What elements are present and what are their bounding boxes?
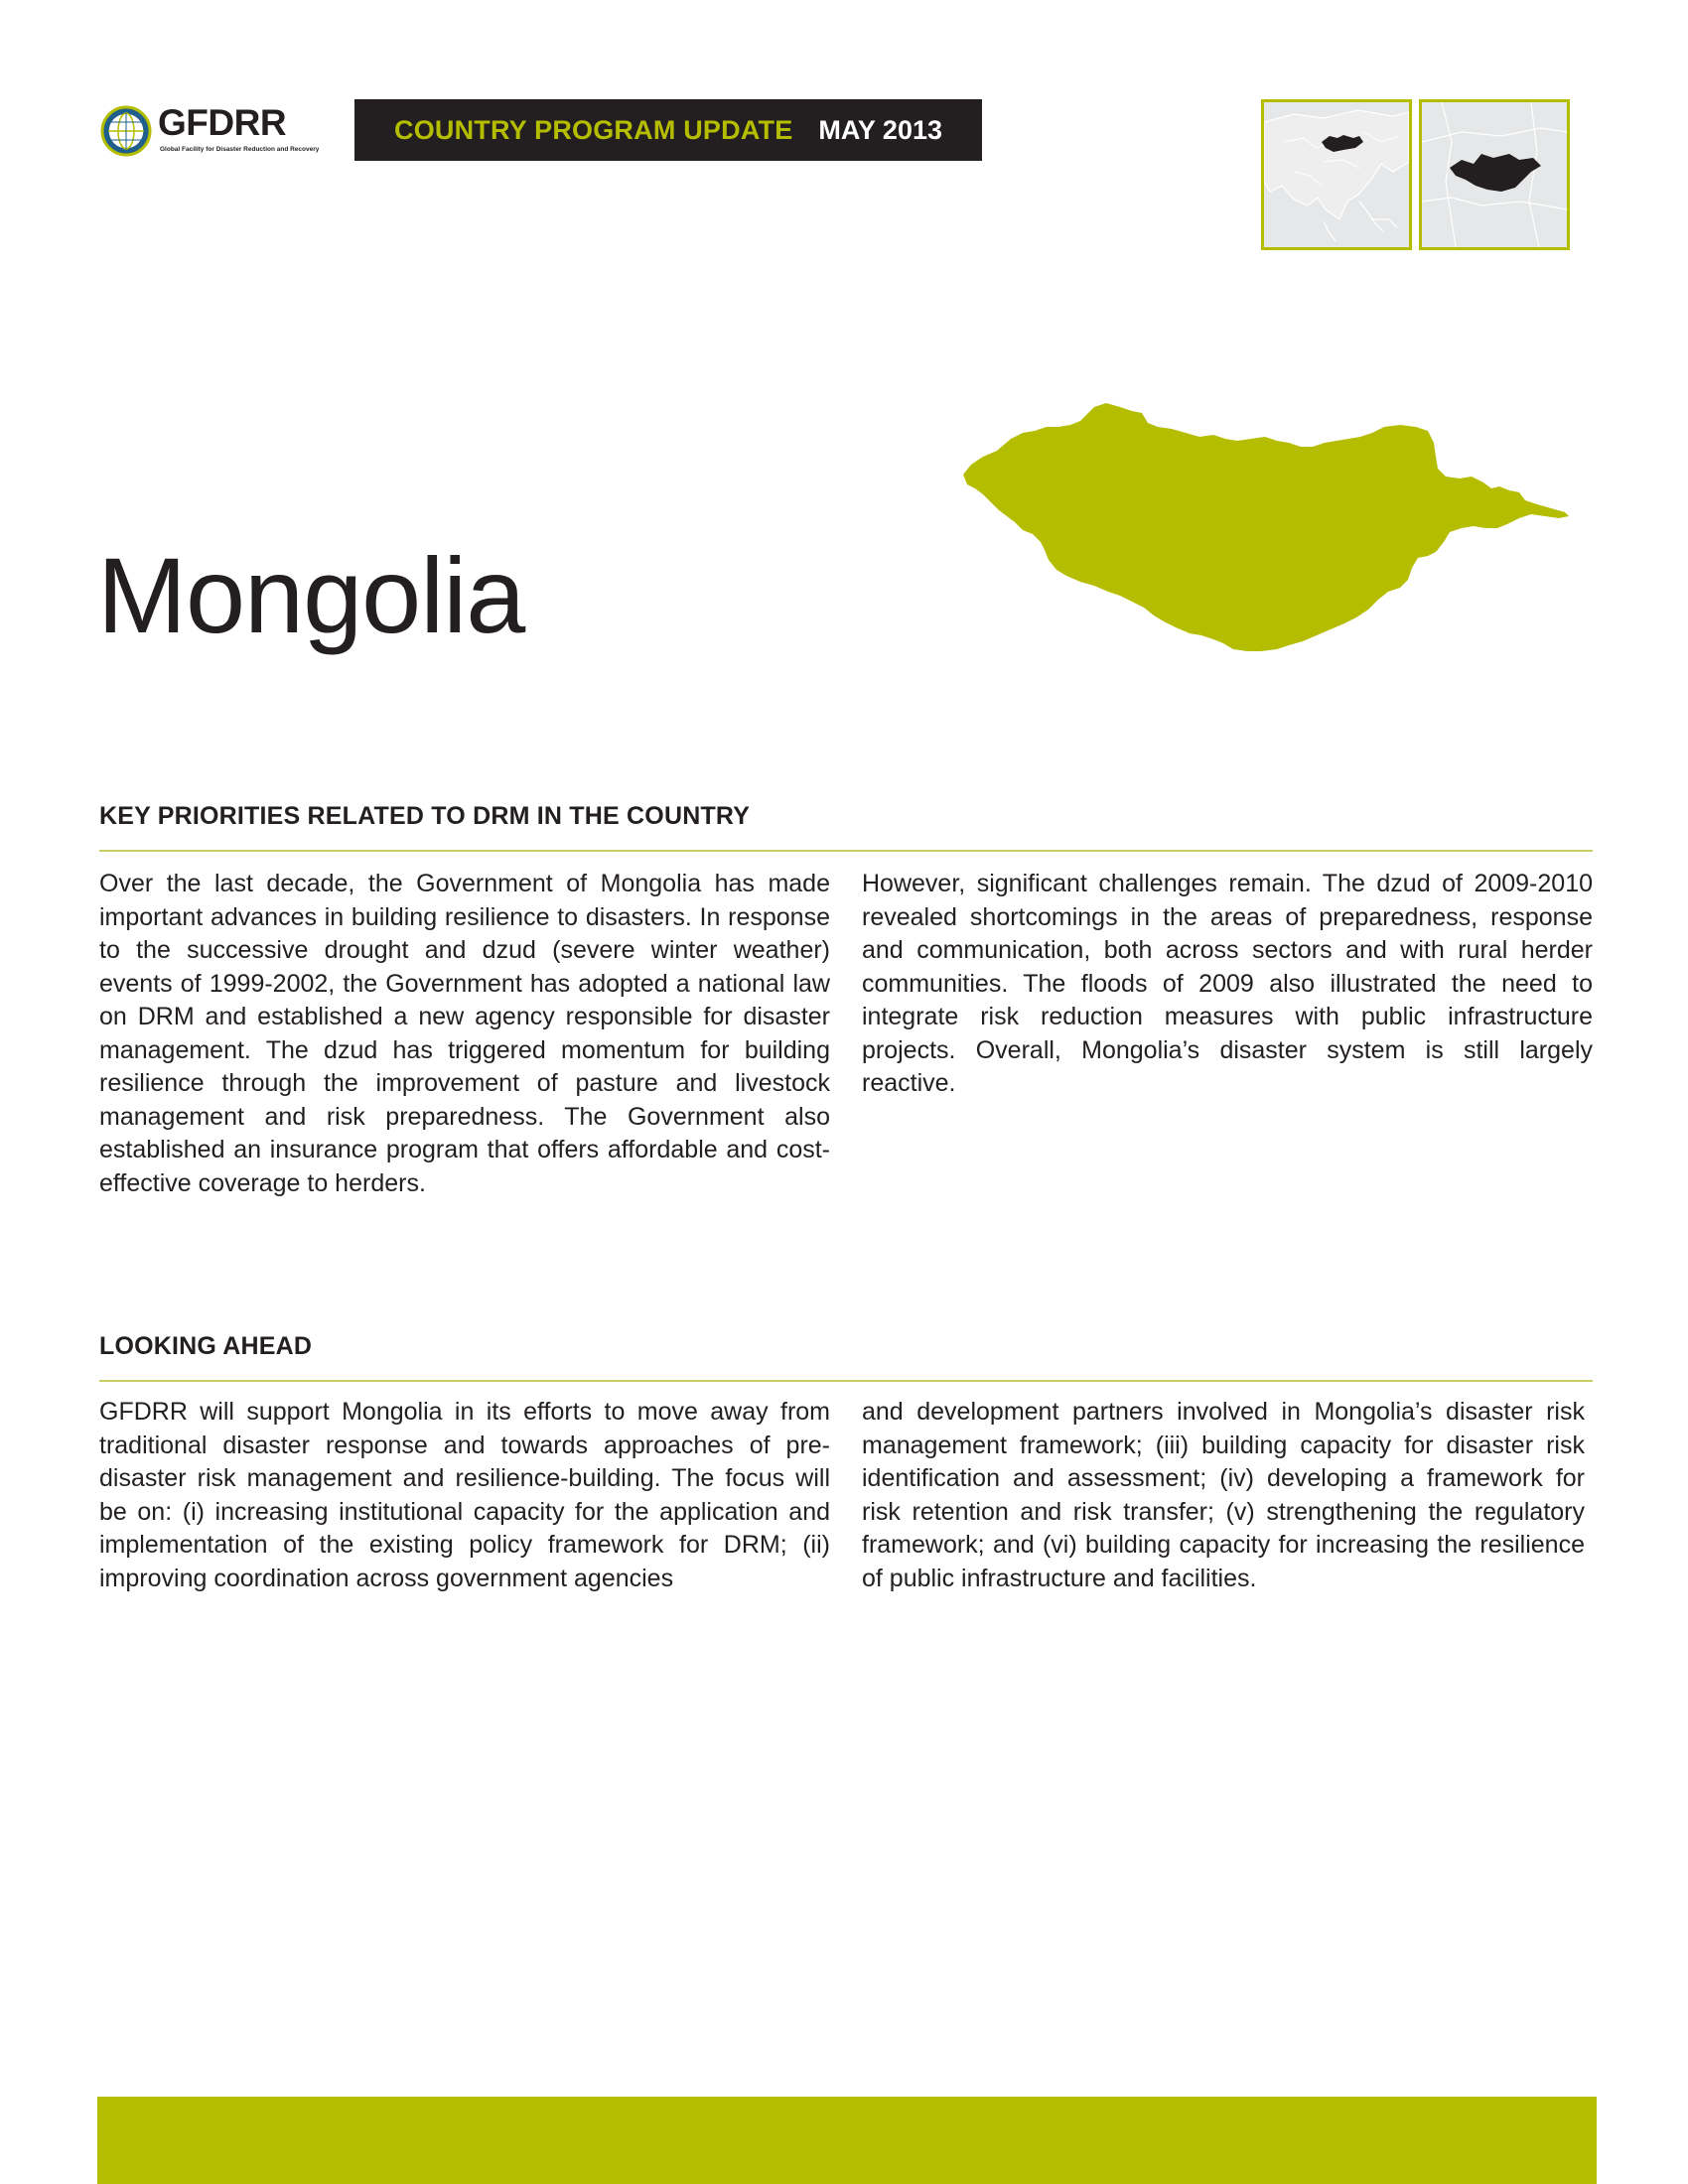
key-priorities-paragraph-left: Over the last decade, the Government of Mongolia has made important advances in building resilience to disasters. In response to the successive drought and dzud (severe winter weather) events of 1999-2002, the Government has adopted a national law on DRM and established a new agency responsible for disaster management. The dzud has triggered momentum for building resilience through the improvement of pasture and livestock management and risk preparedness. The Government also established an insurance program that offers affordable and cost-effective coverage to herders. — [99, 870, 830, 1197]
looking-ahead-paragraph-right: and development partners involved in Mongolia’s disaster risk management framework; (iii) building capacity for disaster risk identification and assessment; (iv) developing a framework for risk retention and risk transfer; (v) strengthening the regulatory framework; and (vi) building capacity for increasing the resilience of public infrastructure and facilities. — [862, 1398, 1585, 1592]
mongolia-map — [963, 397, 1569, 655]
globe-logo-icon — [100, 105, 152, 157]
banner-title: COUNTRY PROGRAM UPDATE — [394, 115, 793, 145]
key-priorities-paragraph-right: However, significant challenges remain. The dzud of 2009-2010 revealed shortcomings in the areas of preparedness, response and communication, both across sectors and with rural herder communities. The floods of 2009 also illustrated the need to integrate risk reduction measures with public infrastructure projects. Overall, Mongolia’s disaster system is still largely reactive. — [862, 870, 1593, 1097]
section-heading-key-priorities: KEY PRIORITIES RELATED TO DRM IN THE COUNTRY — [99, 802, 751, 830]
section-divider — [99, 1380, 1593, 1382]
asia-locator-map — [1261, 99, 1412, 250]
footer-accent-bar — [97, 2097, 1597, 2184]
country-title: Mongolia — [97, 535, 525, 655]
logo-wordmark: GFDRR — [158, 102, 287, 143]
mongolia-zoom-map-icon — [1422, 102, 1567, 247]
mongolia-locator-map — [1419, 99, 1570, 250]
section-divider — [99, 850, 1593, 852]
looking-ahead-paragraph-left: GFDRR will support Mongolia in its efforts to move away from traditional disaster response and towards approaches of pre-disaster risk management and resilience-building. The focus will be on: (i) increasing institutional capacity for the application and implementation of the existing policy framework for DRM; (ii) improving coordination across government agencies — [99, 1398, 830, 1592]
gfdrr-logo — [100, 103, 319, 159]
logo-tagline: Global Facility for Disaster Reduction and Recovery — [160, 146, 319, 153]
program-update-banner — [354, 99, 982, 161]
banner-date: MAY 2013 — [818, 115, 942, 145]
asia-map-icon — [1264, 102, 1409, 247]
section-heading-looking-ahead: LOOKING AHEAD — [99, 1332, 313, 1360]
